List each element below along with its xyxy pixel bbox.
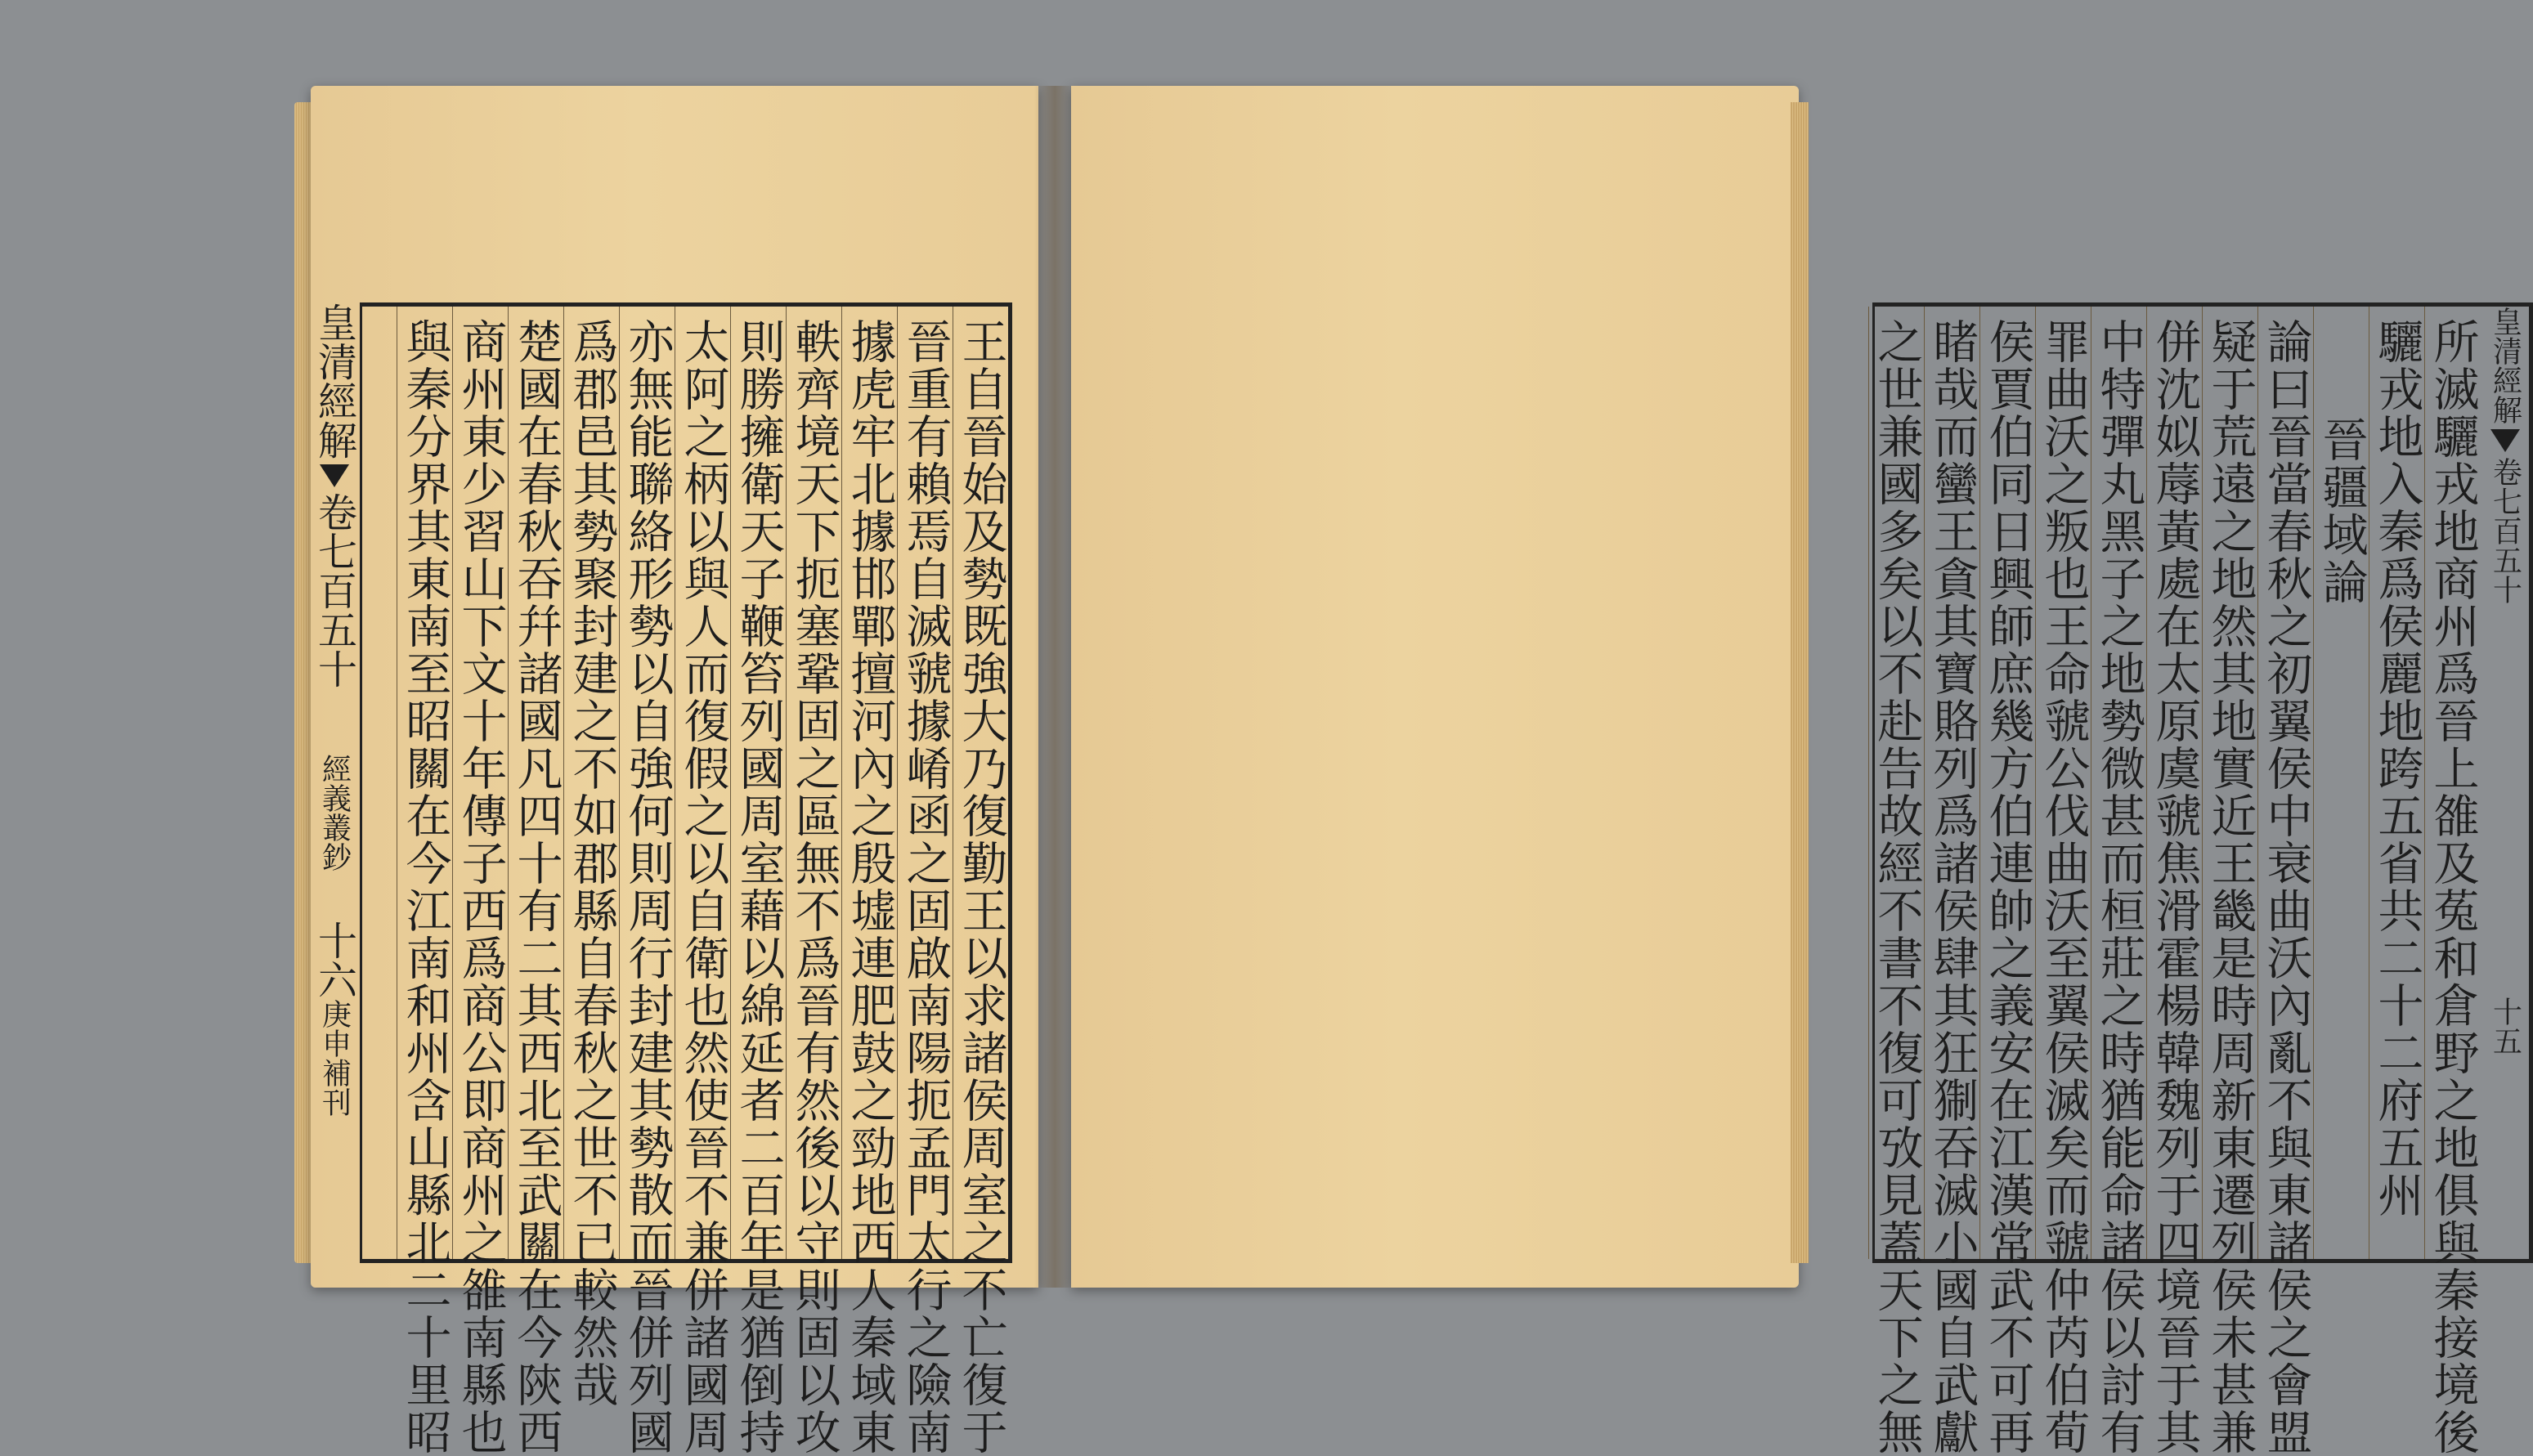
left-page	[311, 86, 1038, 1456]
text-column: 罪曲沃之叛也王命虢公伐曲沃至翼侯滅矣而虢仲芮伯荀	[2035, 307, 2091, 1259]
right-margin-column	[2481, 307, 2529, 1259]
book-title: 皇清經解	[311, 302, 357, 459]
page-edges-right	[1791, 102, 1809, 1263]
text-column: 太阿之柄以與人而復假之以自衛也然使晉不兼併諸國周	[675, 307, 730, 1259]
left-text-frame	[360, 302, 1012, 1456]
right-page	[1071, 86, 2522, 1456]
text-column: 論曰晉當春秋之初翼侯中衰曲沃內亂不與東諸侯之會盟	[2257, 307, 2313, 1259]
text-column: 併沈姒蓐黃處在太原虞虢焦滑霍楊韓魏列于四境晉于其	[2146, 307, 2202, 1259]
right-columns	[1868, 307, 2480, 1456]
open-book	[294, 78, 2522, 1456]
text-column: 中特彈丸黑子之地勢微甚而桓莊之時猶能命諸侯以討有	[2091, 307, 2146, 1259]
text-column: 睹哉而蠻王貪其寶賂列爲諸侯肆其狂猘吞滅小國自武獻	[1924, 307, 1979, 1259]
text-column: 晉重有賴焉自滅虢據崤函之固啟南陽扼孟門太行之險南	[897, 307, 953, 1259]
text-column: 之世兼國多矣以不赴告故經不書不復可攷見蓋天下之無	[1868, 307, 1924, 1259]
fish-tail-mark	[320, 464, 349, 487]
volume-number: 卷七百五十	[2488, 457, 2522, 604]
text-column: 亦無能聯絡形勢以自強何則周行封建其勢散而晉併列國	[619, 307, 675, 1259]
left-margin-column	[311, 302, 358, 1255]
text-column: 則勝擁衛天子鞭笞列國周室藉以綿延者二百年是猶倒持	[730, 307, 786, 1259]
text-column: 侯賈伯同日興師庶幾方伯連帥之義安在江漢常武不可再	[1979, 307, 2035, 1259]
text-column: 爲郡邑其勢聚封建之不如郡縣自春秋之世不已較然哉	[563, 307, 619, 1259]
fish-tail-mark	[2490, 429, 2520, 452]
volume-number: 卷七百五十	[311, 492, 357, 688]
collection-name: 經義叢鈔	[317, 754, 352, 871]
text-column: 與秦分界其東南至昭關在今江南和州含山縣北二十里昭	[397, 307, 452, 1259]
text-column: 商州東少習山下文十年傳子西爲商公即商州之雒南縣也	[452, 307, 508, 1259]
text-column: 軼齊境天下扼塞鞏固之區無不爲晉有然後以守則固以攻	[786, 307, 841, 1259]
text-column: 驪戎地入秦爲侯麗地跨五省共二十二府五州	[2369, 307, 2424, 1259]
left-columns	[397, 307, 1008, 1456]
folio-number: 十六	[311, 921, 357, 999]
section-heading: 晉疆域論	[2313, 307, 2369, 1259]
text-column: 王自晉始及勢既強大乃復勤王以求諸侯周室之不亡復于	[953, 307, 1008, 1259]
text-column: 據虎牢北據邯鄲擅河內之殷墟連肥鼓之勁地西人秦域東	[841, 307, 897, 1259]
text-column: 疑于荒遠之地然其地實近王畿是時周新東遷列侯未甚兼	[2202, 307, 2257, 1259]
text-column: 所滅驪戎地商州爲晉上雒及菟和倉野之地俱與秦接境後	[2424, 307, 2480, 1259]
imprint-note: 庚申補刊	[317, 999, 352, 1117]
book-title: 皇清經解	[2488, 307, 2522, 424]
folio-number: 十五	[2488, 997, 2522, 1055]
book-gutter	[1034, 86, 1075, 1288]
text-column: 楚國在春秋吞幷諸國凡四十有二其西北至武關在今陝西	[508, 307, 563, 1259]
right-text-frame	[1870, 302, 2533, 1456]
